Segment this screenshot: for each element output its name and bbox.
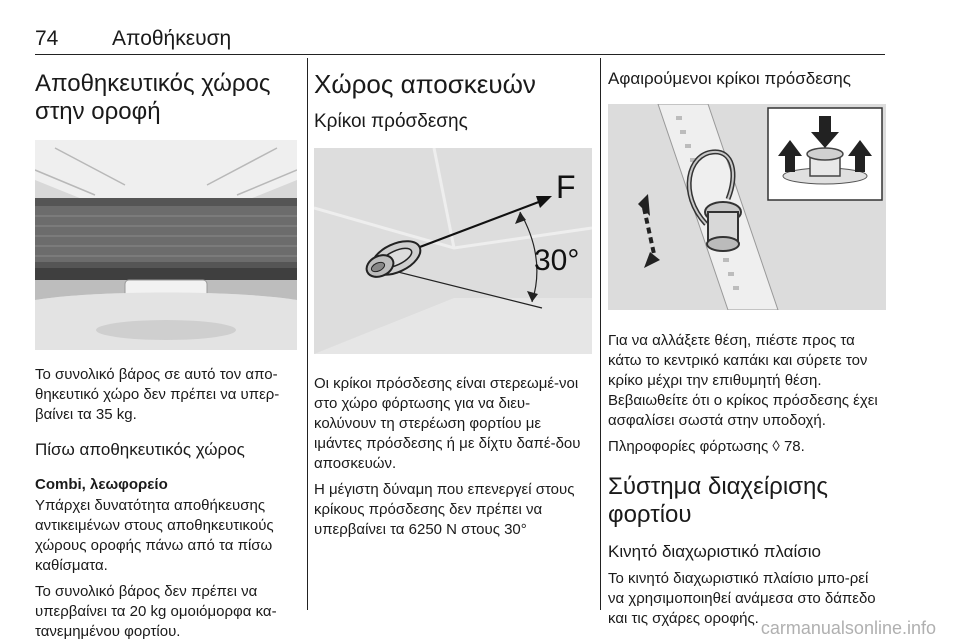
- watermark: carmanualsonline.info: [760, 618, 936, 638]
- tie-down-heading: Κρίκοι πρόσδεσης: [314, 111, 468, 132]
- combi-label: Combi, λεωφορείο: [35, 476, 168, 493]
- column-divider: [307, 58, 308, 610]
- roof-storage-heading: Αποθηκευτικός χώρος στην οροφή: [35, 70, 271, 125]
- page-number: 74: [35, 27, 59, 50]
- roof-weight-text: Το συνολικό βάρος σε αυτό τον απο-θηκευτικό χώρο δεν πρέπει να υπερ-βαίνει τα 35 kg.: [35, 366, 280, 423]
- angle-label: 30°: [534, 244, 580, 277]
- luggage-heading: Χώρος αποσκευών: [314, 69, 536, 99]
- middle-column: [314, 58, 592, 540]
- loading-info-link[interactable]: Πληροφορίες φόρτωσης ◊ 78.: [608, 438, 805, 455]
- removable-rings-heading: Αφαιρούμενοι κρίκοι πρόσδεσης: [608, 69, 851, 88]
- max-force-text: Η μέγιστη δύναμη που επενεργεί στους κρίκους πρόσδεσης δεν πρέπει να υπερβαίνει τα 6250 N στους 30°: [314, 481, 575, 538]
- reposition-text: Για να αλλάξετε θέση, πιέστε προς τα κάτω το κεντρικό καπάκι και σύρετε τον κρίκο μέχρι την επιθυμητή θέση. Βεβαιωθείτε ότι ο κρίκος πρόσδεσης έχει ασφαλίσει σωστά στην υποδοχή.: [608, 332, 878, 429]
- cargo-system-heading: Σύστημα διαχείρισης φορτίου: [608, 473, 828, 528]
- force-label: F: [556, 169, 576, 205]
- column-divider: [600, 58, 601, 610]
- section-title: Αποθήκευση: [112, 27, 232, 50]
- tie-down-diagram: [314, 148, 592, 354]
- divider-frame-heading: Κινητό διαχωριστικό πλαίσιο: [608, 542, 821, 561]
- rear-weight-text: Το συνολικό βάρος δεν πρέπει να υπερβαίνει τα 20 kg ομοιόμορφα κα-τανεμημένου φορτίου.: [35, 583, 277, 640]
- tie-down-text: Οι κρίκοι πρόσδεσης είναι στερεωμέ-νοι στο χώρο φόρτωσης για να διευ-κολύνουν τη στερέωση φορτίου με ιμάντες πρόσδεσης ή με δίχτυ δαπέ-δου αποσκευών.: [314, 375, 581, 472]
- rear-storage-text: Υπάρχει δυνατότητα αποθήκευσης αντικειμένων στους αποθηκευτικούς χώρους οροφής πάνω από τα πίσω καθίσματα.: [35, 497, 274, 574]
- tie-down-diagram-svg: [314, 148, 592, 354]
- divider-frame-text: Το κινητό διαχωριστικό πλαίσιο μπο-ρεί να χρησιμοποιηθεί ανάμεσα στο δάπεδο και τις σχάρες οροφής.: [608, 570, 876, 627]
- roof-storage-illustration: [35, 140, 297, 350]
- left-column: [35, 58, 300, 642]
- roof-storage-image: [35, 140, 297, 350]
- removable-ring-image: [608, 104, 886, 310]
- removable-ring-illustration: [608, 104, 886, 310]
- right-column: [608, 58, 888, 629]
- rear-storage-heading: Πίσω αποθηκευτικός χώρος: [35, 440, 245, 459]
- page-header: [35, 20, 885, 55]
